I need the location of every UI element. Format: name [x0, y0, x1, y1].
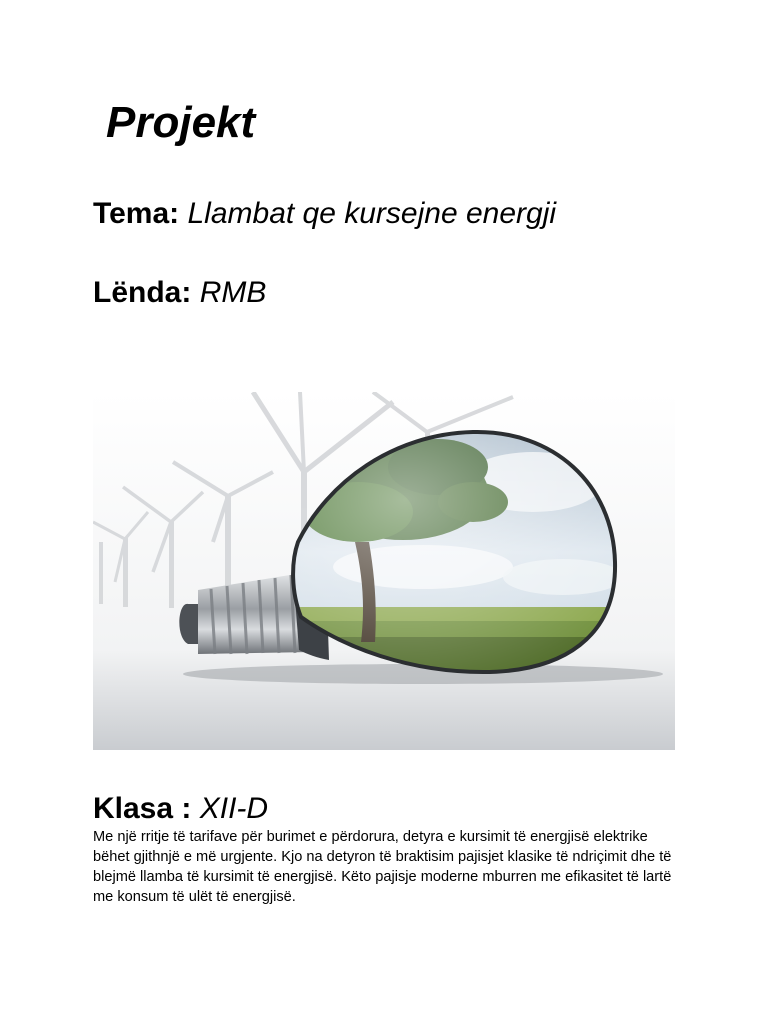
topic-field	[93, 195, 556, 233]
subject-field	[93, 274, 266, 312]
class-value: XII-D	[199, 792, 269, 825]
topic-label: Tema:	[93, 197, 180, 230]
subject-value: RMB	[199, 276, 267, 309]
class-label: Klasa :	[93, 792, 192, 825]
subject-label: Lënda:	[93, 276, 192, 309]
energy-saving-bulb-image	[93, 392, 675, 750]
topic-value: Llambat qe kursejne energji	[187, 197, 557, 230]
intro-paragraph: Me një rritje të tarifave për burimet e përdorura, detyra e kursimit të energjisë elektrike bëhet gjithnjë e më urgjente. Kjo na detyron të braktisim pajisjet klasike të ndriçimit dhe të blejmë llamba të kursimit të energjisë. Këto pajisje moderne mburren me efikasitet të lartë me konsum të ulët të energjisë.	[93, 829, 672, 905]
page-title: Projekt	[106, 98, 256, 147]
class-field	[93, 790, 268, 828]
